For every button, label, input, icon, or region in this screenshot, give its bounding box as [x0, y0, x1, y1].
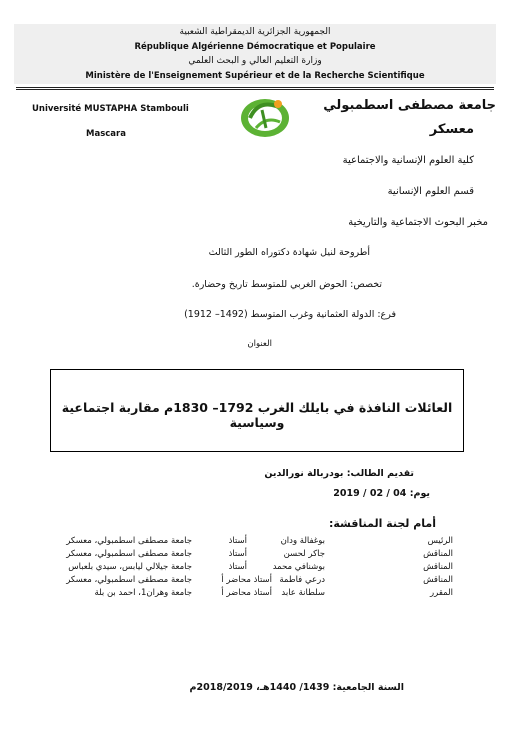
- committee-member-institution: جامعة جيلالي ليابس، سيدي بلعباس: [68, 562, 192, 572]
- department-name: قسم العلوم الإنسانية: [387, 186, 474, 197]
- committee-member-institution: جامعة مصطفى اسطمبولي، معسكر: [66, 549, 192, 559]
- university-name-ar: جامعة مصطفى اسطمبولي: [323, 98, 496, 113]
- university-name-fr: Université MUSTAPHA Stambouli: [32, 104, 189, 114]
- committee-member-institution: جامعة وهران1، احمد بن بلة: [94, 588, 192, 598]
- header-rule-2: [16, 89, 494, 90]
- header-line-ar-2: وزارة التعليم العالي و البحث العلمي: [188, 56, 322, 66]
- committee-role: المناقش: [423, 549, 453, 559]
- committee-member-name: بوشنافي محمد: [272, 562, 325, 572]
- student-line: تقديم الطالب: بودربالة نورالدين: [264, 468, 414, 479]
- committee-member-rank: أستاذ محاضر أ: [221, 575, 272, 585]
- university-logo-icon: [236, 92, 294, 140]
- committee-member-name: جاكر لحسن: [283, 549, 325, 559]
- thesis-title: العائلات النافذة في بايلك الغرب 1792– 1830م مقاربة اجتماعية وسياسية: [61, 400, 453, 430]
- faculty-name: كلية العلوم الإنسانية والاجتماعية: [342, 155, 474, 166]
- title-box: [50, 369, 464, 452]
- committee-heading: أمام لجنة المناقشة:: [328, 517, 436, 530]
- committee-member-name: بوغفالة ودان: [280, 536, 325, 546]
- university-city-fr: Mascara: [86, 129, 126, 139]
- lab-name: مخبر البحوث الاجتماعية والتاريخية: [348, 217, 488, 228]
- specialty: تخصص: الحوض الغربي للمتوسط تاريخ وحضارة.: [191, 279, 382, 290]
- header-rule-1: [16, 87, 494, 88]
- header-line-ar-1: الجمهورية الجزائرية الديمقراطية الشعبية: [179, 27, 331, 37]
- committee-role: المناقش: [423, 562, 453, 572]
- committee-member-institution: جامعة مصطفى اسطمبولي، معسكر: [66, 575, 192, 585]
- committee-member-institution: جامعة مصطفى اسطمبولي، معسكر: [66, 536, 192, 546]
- university-city-ar: معسكر: [429, 122, 474, 137]
- committee-role: المقرر: [430, 588, 453, 598]
- committee-member-name: سلطانة عابد: [281, 588, 325, 598]
- committee-member-rank: أستاذ محاضر أ: [221, 588, 272, 598]
- header-line-fr-2: Ministère de l'Enseignement Supérieur et de la Recherche Scientifique: [85, 71, 425, 81]
- committee-member-name: درعي فاطمة: [279, 575, 325, 585]
- committee-member-rank: أستاذ: [228, 549, 247, 559]
- title-label: العنوان: [247, 339, 272, 349]
- branch: فرع: الدولة العثمانية وغرب المتوسط (1492– 1912): [184, 309, 396, 320]
- committee-role: المناقش: [423, 575, 453, 585]
- header-line-fr-1: République Algérienne Démocratique et Populaire: [134, 42, 376, 52]
- committee-role: الرئيس: [427, 536, 453, 546]
- thesis-for: أطروحة لنيل شهادة دكتوراه الطور الثالث: [208, 247, 370, 258]
- committee-member-rank: أستاذ: [228, 562, 247, 572]
- defense-date: يوم: 04 / 02 / 2019: [333, 488, 430, 499]
- committee-member-rank: أستاذ: [228, 536, 247, 546]
- academic-year: السنة الجامعية: 1439/ 1440هـ، 2018/2019م: [189, 682, 404, 693]
